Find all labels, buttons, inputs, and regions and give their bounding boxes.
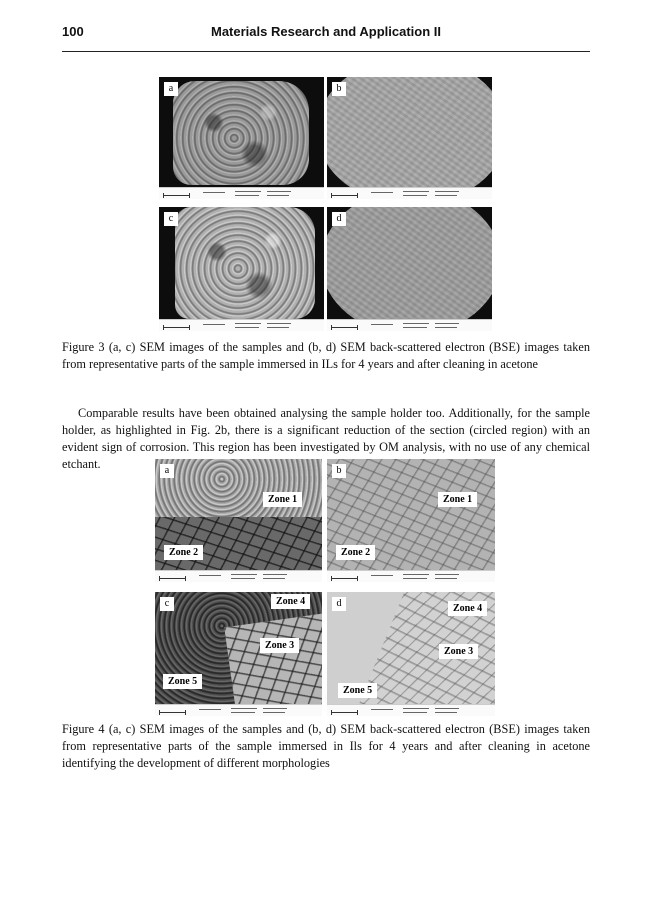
- figure-4-panel-d: [327, 592, 495, 716]
- panel-label: c: [164, 212, 178, 226]
- scale-bar: [159, 187, 324, 199]
- page-number: 100: [62, 24, 84, 39]
- panel-label: c: [160, 597, 174, 611]
- running-title: Materials Research and Application II: [211, 24, 441, 39]
- panel-label: d: [332, 212, 346, 226]
- bse-image: [327, 207, 492, 320]
- figure-3-panel-b: [327, 77, 492, 199]
- figure-4-panel-c: [155, 592, 322, 716]
- panel-label: b: [332, 82, 346, 96]
- scale-bar: [155, 704, 322, 716]
- figure-3-caption: Figure 3 (a, c) SEM images of the samples and (b, d) SEM back-scattered electron (BSE) images taken from representative parts of the sample immersed in ILs for 4 years and after cleaning in acetone: [62, 340, 590, 371]
- page-header: [62, 24, 590, 44]
- sem-image: [159, 77, 324, 188]
- scale-bar: [327, 704, 495, 716]
- figure-3-panel-d: [327, 207, 492, 331]
- panel-label: a: [160, 464, 174, 478]
- body-paragraph: Comparable results have been obtained analysing the sample holder too. Additionally, for the sample holder, as highlighted in Fig. 2b, there is a significant reduction of the section (circled region) with an evident sign of corrosion. This region has been investigated by OM analysis, with no use of any chemical etchant.: [62, 406, 590, 471]
- figure-4-panel-b: [327, 459, 495, 582]
- figure-4-panel-a: [155, 459, 322, 582]
- panel-label: d: [332, 597, 346, 611]
- zone-3-label: Zone 3: [439, 644, 478, 659]
- scale-bar: [327, 570, 495, 582]
- zone-4-label: Zone 4: [271, 594, 310, 609]
- figure-3-panel-a: [159, 77, 324, 199]
- scale-bar: [159, 319, 324, 331]
- bse-image: [327, 77, 492, 188]
- scale-bar: [155, 570, 322, 582]
- zone-5-label: Zone 5: [163, 674, 202, 689]
- panel-label: a: [164, 82, 178, 96]
- panel-label: b: [332, 464, 346, 478]
- scale-bar: [327, 319, 492, 331]
- zone-4-label: Zone 4: [448, 601, 487, 616]
- sem-image: [159, 207, 324, 320]
- scale-bar: [327, 187, 492, 199]
- zone-3-label: Zone 3: [260, 638, 299, 653]
- figure-4-caption: Figure 4 (a, c) SEM images of the samples and (b, d) SEM back-scattered electron (BSE) images taken from representative parts of the sample immersed in Ils for 4 years and after cleaning in acetone identifying the development of different morphologies: [62, 722, 590, 770]
- zone-5-label: Zone 5: [338, 683, 377, 698]
- zone-2-label: Zone 2: [164, 545, 203, 560]
- figure-3-panel-c: [159, 207, 324, 331]
- header-rule: [62, 51, 590, 52]
- zone-2-label: Zone 2: [336, 545, 375, 560]
- zone-1-label: Zone 1: [263, 492, 302, 507]
- zone-1-label: Zone 1: [438, 492, 477, 507]
